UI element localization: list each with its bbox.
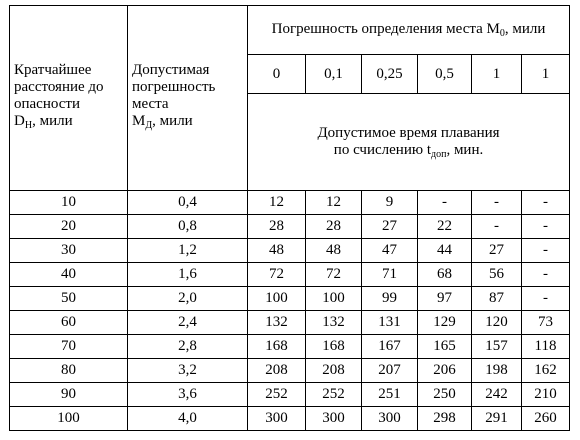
table-row: [10, 239, 570, 263]
allowed-error-cell: 4,0: [128, 407, 248, 431]
time-cell: -: [418, 191, 472, 215]
header-allowed-error-line: Допустимая: [132, 62, 210, 78]
time-cell: -: [522, 191, 570, 215]
table-row: [10, 359, 570, 383]
time-cell: 71: [362, 263, 418, 287]
time-cell: 100: [306, 287, 362, 311]
navigation-safety-table: [9, 5, 570, 431]
time-cell: 99: [362, 287, 418, 311]
header-allowed-error-line: погрешность: [132, 79, 216, 95]
time-cell: 252: [306, 383, 362, 407]
table-row: [10, 263, 570, 287]
header-allowed-error: [128, 6, 248, 191]
time-cell: -: [522, 287, 570, 311]
time-cell: 207: [362, 359, 418, 383]
allowed-error-cell: 2,4: [128, 311, 248, 335]
time-cell: 260: [522, 407, 570, 431]
allowed-error-cell: 2,0: [128, 287, 248, 311]
table-row: [10, 335, 570, 359]
allowed-error-cell: 2,8: [128, 335, 248, 359]
time-cell: -: [472, 191, 522, 215]
distance-cell: 80: [10, 359, 128, 383]
header-error-value: 1: [472, 55, 522, 94]
time-cell: 12: [306, 191, 362, 215]
time-cell: 251: [362, 383, 418, 407]
header-min-distance-line: опасности: [14, 96, 80, 112]
table-row: [10, 407, 570, 431]
distance-cell: 10: [10, 191, 128, 215]
time-cell: 72: [248, 263, 306, 287]
table-row: [10, 311, 570, 335]
time-cell: -: [522, 215, 570, 239]
time-cell: 22: [418, 215, 472, 239]
distance-cell: 30: [10, 239, 128, 263]
time-cell: 250: [418, 383, 472, 407]
time-cell: 167: [362, 335, 418, 359]
time-cell: 12: [248, 191, 306, 215]
distance-cell: 20: [10, 215, 128, 239]
distance-cell: 100: [10, 407, 128, 431]
time-cell: 208: [248, 359, 306, 383]
distance-cell: 50: [10, 287, 128, 311]
allowed-error-cell: 0,4: [128, 191, 248, 215]
distance-cell: 90: [10, 383, 128, 407]
time-cell: 129: [418, 311, 472, 335]
time-cell: 100: [248, 287, 306, 311]
time-cell: 28: [306, 215, 362, 239]
time-cell: 242: [472, 383, 522, 407]
table-row: [10, 215, 570, 239]
time-cell: 157: [472, 335, 522, 359]
time-cell: 162: [522, 359, 570, 383]
time-cell: 44: [418, 239, 472, 263]
time-cell: 132: [248, 311, 306, 335]
time-cell: -: [522, 263, 570, 287]
header-min-distance-symbol: $D_Н$, мили: [14, 113, 73, 131]
time-cell: -: [522, 239, 570, 263]
header-error-value: 0,1: [306, 55, 362, 94]
header-allowed-error-symbol: $M_Д$, мили: [132, 113, 193, 131]
time-cell: 300: [362, 407, 418, 431]
header-min-distance-line: расстояние до: [14, 79, 104, 95]
time-cell: 97: [418, 287, 472, 311]
table-row: [10, 287, 570, 311]
time-cell: 300: [248, 407, 306, 431]
time-cell: 118: [522, 335, 570, 359]
header-error-value: 0,5: [418, 55, 472, 94]
time-cell: 198: [472, 359, 522, 383]
header-min-distance-line: Кратчайшее: [14, 62, 92, 78]
header-position-error: Погрешность определения места $М_0$, мили: [248, 6, 570, 55]
time-cell: -: [472, 215, 522, 239]
time-cell: 48: [248, 239, 306, 263]
header-allowed-time-line: по счислению $t_{доп}$, мин.: [333, 141, 484, 160]
header-error-value: 0: [248, 55, 306, 94]
time-cell: 210: [522, 383, 570, 407]
distance-cell: 60: [10, 311, 128, 335]
allowed-error-cell: 0,8: [128, 215, 248, 239]
table-row: [10, 191, 570, 215]
time-cell: 168: [306, 335, 362, 359]
time-cell: 9: [362, 191, 418, 215]
time-cell: 27: [362, 215, 418, 239]
time-cell: 132: [306, 311, 362, 335]
allowed-error-cell: 1,2: [128, 239, 248, 263]
time-cell: 68: [418, 263, 472, 287]
time-cell: 291: [472, 407, 522, 431]
time-cell: 120: [472, 311, 522, 335]
table-row: [10, 383, 570, 407]
header-allowed-time: [248, 94, 570, 191]
time-cell: 47: [362, 239, 418, 263]
distance-cell: 40: [10, 263, 128, 287]
header-error-value: 1: [522, 55, 570, 94]
time-cell: 131: [362, 311, 418, 335]
time-cell: 206: [418, 359, 472, 383]
distance-cell: 70: [10, 335, 128, 359]
header-allowed-error-line: места: [132, 96, 169, 112]
time-cell: 48: [306, 239, 362, 263]
time-cell: 165: [418, 335, 472, 359]
time-cell: 252: [248, 383, 306, 407]
time-cell: 72: [306, 263, 362, 287]
time-cell: 87: [472, 287, 522, 311]
time-cell: 208: [306, 359, 362, 383]
allowed-error-cell: 3,6: [128, 383, 248, 407]
time-cell: 73: [522, 311, 570, 335]
header-min-distance: [10, 6, 128, 191]
time-cell: 300: [306, 407, 362, 431]
allowed-error-cell: 1,6: [128, 263, 248, 287]
time-cell: 168: [248, 335, 306, 359]
header-error-value: 0,25: [362, 55, 418, 94]
allowed-error-cell: 3,2: [128, 359, 248, 383]
header-allowed-time-line: Допустимое время плавания: [317, 124, 500, 141]
time-cell: 298: [418, 407, 472, 431]
time-cell: 27: [472, 239, 522, 263]
time-cell: 56: [472, 263, 522, 287]
time-cell: 28: [248, 215, 306, 239]
